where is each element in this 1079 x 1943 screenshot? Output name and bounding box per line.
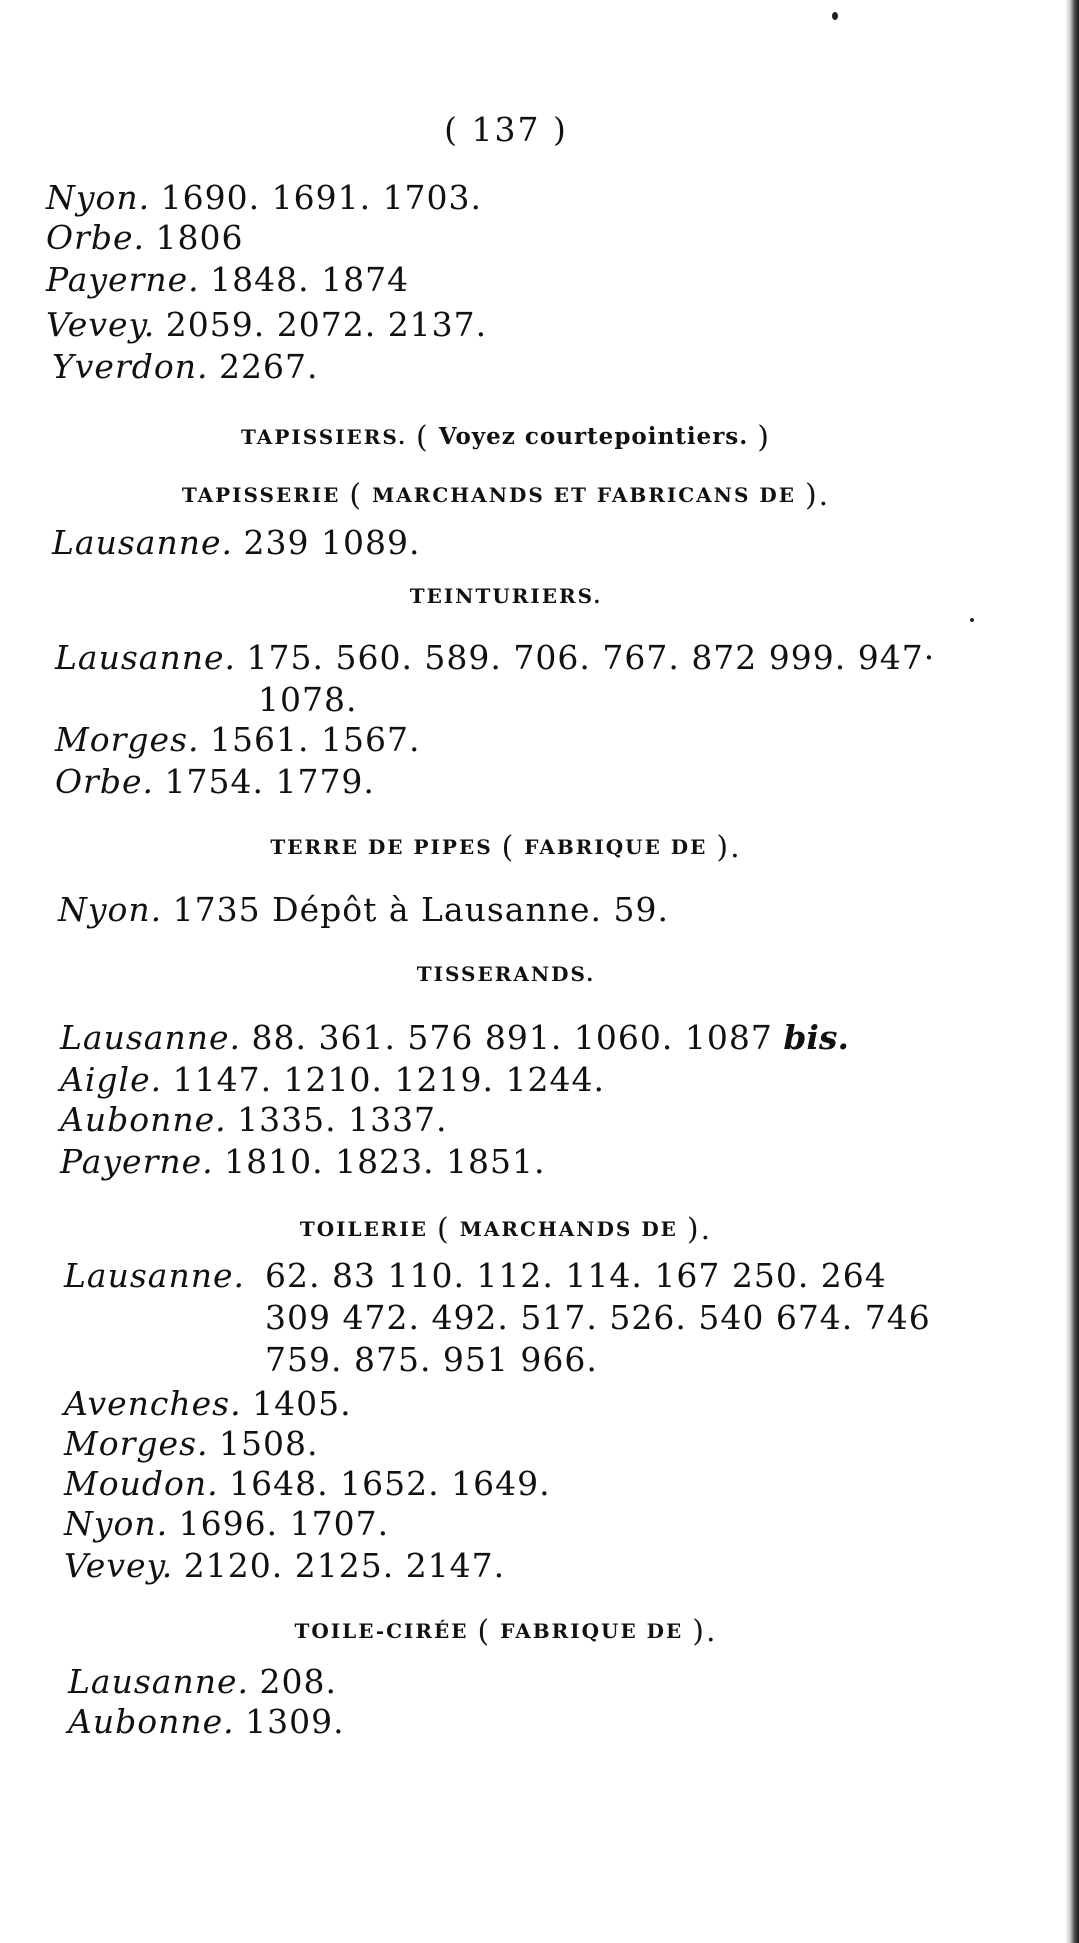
entry-numbers: 208.: [259, 1662, 337, 1701]
section-heading-terre-de-pipes: [0, 830, 1012, 865]
entry-moudon: [64, 1464, 551, 1504]
place-name: Aubonne.: [68, 1702, 235, 1741]
place-name: Avenches.: [64, 1384, 242, 1423]
entry-lausanne: [60, 1018, 849, 1058]
ink-speck: [970, 618, 974, 622]
place-name: Nyon.: [46, 178, 151, 217]
place-name: Morges.: [64, 1424, 209, 1463]
entry-lausanne: [55, 638, 935, 678]
paren-open: (: [416, 420, 430, 455]
heading-text: TERRE DE PIPES: [270, 835, 493, 859]
place-name: Lausanne.: [60, 1018, 241, 1057]
place-name: Lausanne.: [55, 638, 236, 677]
entry-numbers: 1810. 1823. 1851.: [224, 1142, 546, 1181]
entry-morges: [64, 1424, 319, 1464]
entry-continuation: 1078.: [258, 680, 358, 719]
place-name: Vevey.: [46, 305, 156, 344]
page-number: ( 137 ): [444, 110, 568, 149]
entry-nyon: [58, 890, 669, 930]
place-name: Payerne.: [60, 1142, 214, 1181]
entry-orbe: [46, 218, 243, 258]
heading-sub: FABRIQUE DE: [524, 835, 708, 859]
entry-numbers: 1848. 1874: [210, 260, 410, 299]
entry-aubonne: [68, 1702, 345, 1742]
heading-text: TAPISSERIE: [181, 483, 341, 507]
place-name: Orbe.: [55, 762, 154, 801]
entry-suffix: bis.: [783, 1018, 849, 1057]
entry-numbers: 175. 560. 589. 706. 767. 872 999. 947·: [246, 638, 936, 677]
entry-numbers: 1754. 1779.: [164, 762, 375, 801]
section-heading-teinturiers: [0, 584, 1012, 608]
paren-open: (: [437, 1212, 451, 1247]
entry-yverdon: [52, 347, 318, 387]
entry-numbers: 759. 875. 951 966.: [265, 1340, 598, 1379]
place-name: Aigle.: [60, 1060, 163, 1099]
paren-close: ).: [692, 1614, 718, 1649]
place-name: Vevey.: [64, 1546, 174, 1585]
place-name: Moudon.: [64, 1464, 219, 1503]
entry-orbe: [55, 762, 375, 802]
entry-payerne: [46, 260, 409, 300]
entry-avenches: [64, 1384, 352, 1424]
heading-text: TEINTURIERS.: [409, 584, 603, 608]
place-name: Nyon.: [58, 890, 163, 929]
entry-vevey: [64, 1546, 505, 1586]
entry-numbers: 2267.: [218, 347, 319, 386]
section-heading-tisserands: [0, 962, 1012, 986]
section-heading-tapisserie: [0, 478, 1012, 513]
place-name: Lausanne.: [68, 1662, 249, 1701]
place-name: Aubonne.: [60, 1100, 227, 1139]
place-name: Yverdon.: [52, 347, 209, 386]
entry-numbers: 1335. 1337.: [237, 1100, 448, 1139]
entry-numbers: 1309.: [245, 1702, 345, 1741]
entry-numbers: 1735 Dépôt à Lausanne. 59.: [172, 890, 669, 929]
heading-note: Voyez courtepointiers.: [438, 423, 749, 450]
entry-numbers: 1508.: [219, 1424, 319, 1463]
heading-text: TOILE-CIRÉE: [294, 1619, 469, 1643]
entry-aubonne: [60, 1100, 448, 1140]
entry-vevey: [46, 305, 487, 345]
place-name: Lausanne.: [52, 523, 233, 562]
entry-morges: [55, 720, 420, 760]
entry-numbers: 88. 361. 576 891. 1060. 1087: [251, 1018, 773, 1057]
heading-sub: MARCHANDS ET FABRICANS DE: [372, 483, 796, 507]
entry-numbers: 1696. 1707.: [178, 1504, 390, 1543]
place-name: Lausanne.: [64, 1256, 245, 1295]
entry-nyon: [64, 1504, 389, 1544]
heading-sub: MARCHANDS DE: [459, 1217, 678, 1241]
place-name: Nyon.: [64, 1504, 169, 1543]
entry-payerne: [60, 1142, 546, 1182]
ink-speck: [832, 12, 838, 20]
heading-text: TAPISSIERS.: [241, 425, 408, 449]
place-name: Payerne.: [46, 260, 200, 299]
entry-numbers: 62. 83 110. 112. 114. 167 250. 264: [265, 1256, 887, 1295]
paren-close: ).: [804, 478, 831, 513]
place-name: Orbe.: [46, 218, 145, 257]
section-heading-tapissiers: [0, 420, 1012, 455]
entry-numbers: 1806: [155, 218, 244, 257]
entry-numbers: 2120. 2125. 2147.: [183, 1546, 506, 1585]
entry-numbers: 2059. 2072. 2137.: [165, 305, 488, 344]
entry-numbers: 1648. 1652. 1649.: [229, 1464, 551, 1503]
page-edge-shadow: [1065, 0, 1079, 1943]
entry-lausanne: [64, 1256, 245, 1296]
heading-text: TOILERIE: [299, 1217, 429, 1241]
entry-lausanne: [68, 1662, 337, 1702]
heading-text: TISSERANDS.: [416, 962, 596, 986]
entry-numbers: 1561. 1567.: [210, 720, 421, 759]
entry-numbers: 1147. 1210. 1219. 1244.: [172, 1060, 605, 1099]
paren-close: ).: [716, 830, 742, 865]
paren-open: (: [477, 1614, 492, 1649]
entry-numbers: 309 472. 492. 517. 526. 540 674. 746: [265, 1298, 931, 1337]
paren-open: (: [349, 478, 364, 513]
entry-nyon: [46, 178, 482, 218]
entry-numbers: 239 1089.: [243, 523, 421, 562]
entry-aigle: [60, 1060, 605, 1100]
paren-open: (: [501, 830, 516, 865]
paren-close: ).: [686, 1212, 713, 1247]
heading-sub: FABRIQUE DE: [500, 1619, 684, 1643]
section-heading-toilerie: [0, 1212, 1012, 1247]
paren-close: ): [757, 420, 771, 455]
entry-lausanne: [52, 523, 420, 563]
section-heading-toile-ciree: [0, 1614, 1012, 1649]
entry-numbers: 1405.: [252, 1384, 352, 1423]
entry-numbers: 1690. 1691. 1703.: [160, 178, 483, 217]
place-name: Morges.: [55, 720, 200, 759]
